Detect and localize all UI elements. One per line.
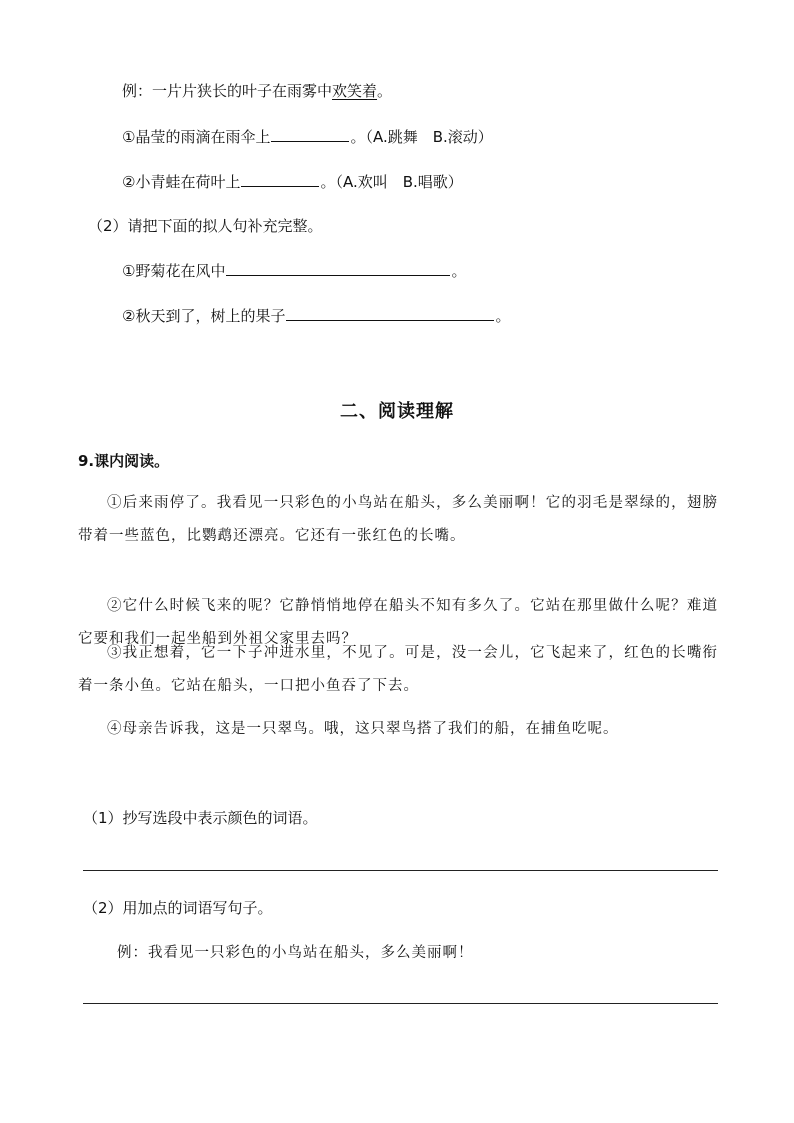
reading-paragraph-1: ①后来雨停了。我看见一只彩色的小鸟站在船头，多么美丽啊！它的羽毛是翠绿的，翅膀带着一些蓝色，比鹦鹉还漂亮。它还有一张红色的长嘴。 bbox=[78, 495, 718, 544]
question-9-heading: 9.课内阅读。 bbox=[78, 452, 170, 470]
q9-sub2-answer-line[interactable] bbox=[83, 1003, 718, 1004]
example-suffix: 。 bbox=[377, 82, 393, 100]
personification-question-2 bbox=[122, 304, 510, 327]
pers-q1-blank[interactable] bbox=[226, 259, 450, 276]
choice-question-2 bbox=[122, 170, 463, 193]
choice-question-1 bbox=[122, 125, 493, 148]
q9-sub2-example: 例：我看见一只彩色的小鸟站在船头，多么美丽啊！ bbox=[117, 945, 474, 961]
pers-q2-blank[interactable] bbox=[286, 304, 494, 321]
section-title: 二、阅读理解 bbox=[340, 401, 454, 422]
q9-sub-question-2: （2）用加点的词语写句子。 bbox=[83, 899, 273, 917]
pers-q1-suffix: 。 bbox=[451, 262, 467, 280]
pers-q2-prefix: ②秋天到了，树上的果子 bbox=[122, 307, 286, 325]
choice-q2-prefix: ②小青蛙在荷叶上 bbox=[122, 173, 241, 191]
personification-question-1 bbox=[122, 259, 466, 282]
reading-paragraph-3: ③我正想着，它一下子冲进水里，不见了。可是，没一会儿，它飞起来了，红色的长嘴衔着一条小鱼。它站在船头，一口把小鱼吞了下去。 bbox=[78, 645, 718, 694]
choice-q2-suffix: 。（A.欢叫 B.唱歌） bbox=[320, 173, 463, 191]
example-prefix: 例：一片片狭长的叶子在雨雾中 bbox=[122, 82, 333, 100]
pers-q2-suffix: 。 bbox=[495, 307, 511, 325]
q9-sub-question-1: （1）抄写选段中表示颜色的词语。 bbox=[83, 809, 318, 827]
choice-q1-prefix: ①晶莹的雨滴在雨伞上 bbox=[122, 128, 271, 146]
example-underlined-word: 欢笑着 bbox=[332, 82, 378, 100]
example-sentence bbox=[122, 80, 392, 102]
reading-paragraph-4: ④母亲告诉我，这是一只翠鸟。哦，这只翠鸟搭了我们的船，在捕鱼吃呢。 bbox=[107, 721, 619, 737]
q9-sub1-answer-line[interactable] bbox=[83, 870, 718, 871]
pers-q1-prefix: ①野菊花在风中 bbox=[122, 262, 226, 280]
choice-q1-suffix: 。（A.跳舞 B.滚动） bbox=[350, 128, 493, 146]
reading-paragraph-2: ②它什么时候飞来的呢？它静悄悄地停在船头不知有多久了。它站在那里做什么呢？难道它要和我们一起坐船到外祖父家里去吗？ bbox=[78, 598, 718, 647]
sub-question-2-title: （2）请把下面的拟人句补充完整。 bbox=[88, 217, 323, 235]
choice-q1-blank[interactable] bbox=[271, 125, 349, 142]
choice-q2-blank[interactable] bbox=[241, 170, 319, 187]
